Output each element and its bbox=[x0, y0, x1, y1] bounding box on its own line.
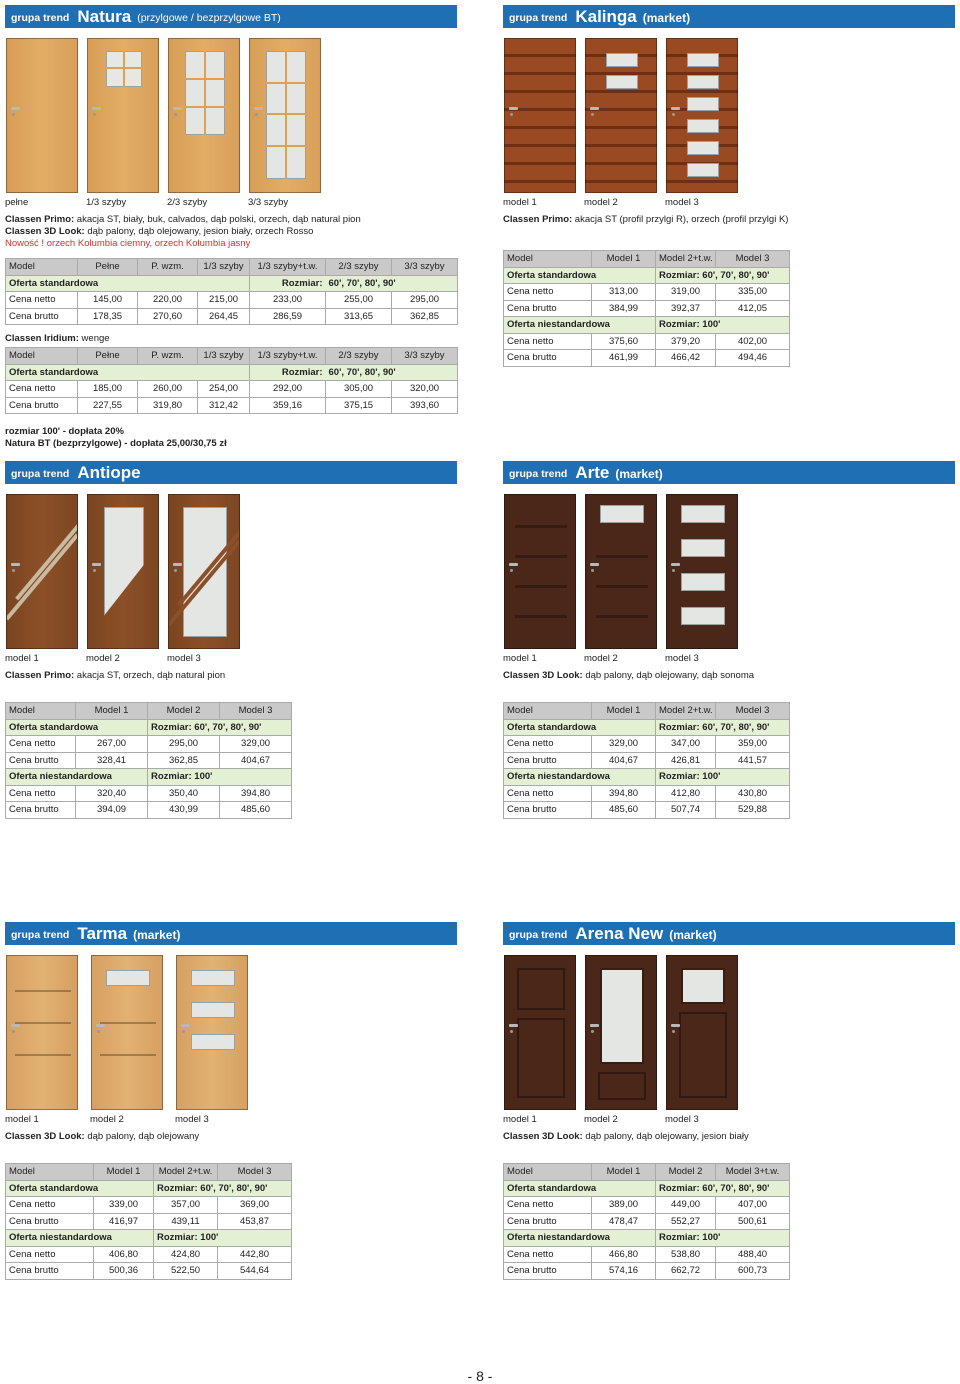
section-header bbox=[503, 922, 955, 945]
table-row: Cena brutto 500,36 522,50 544,64 bbox=[6, 1263, 292, 1280]
table-row: Cena netto 394,80 412,80 430,80 bbox=[504, 785, 790, 802]
price-table bbox=[503, 1163, 790, 1280]
iridium-label: Classen Iridium: wenge bbox=[5, 333, 110, 344]
offer-row: Oferta standardowa Rozmiar: 60', 70', 80', 90' bbox=[504, 719, 790, 736]
table-row: Cena netto 329,00 347,00 359,00 bbox=[504, 736, 790, 753]
finish-description: Classen Primo: akacja ST, orzech, dąb natural pion bbox=[5, 670, 226, 681]
door-image bbox=[504, 494, 576, 649]
product-name: Arte bbox=[575, 463, 610, 482]
door-image bbox=[87, 494, 159, 649]
page-number: - 8 - bbox=[467, 1368, 493, 1384]
price-table bbox=[503, 250, 790, 367]
table-header: Model Model 1 Model 2 Model 3+t.w. bbox=[504, 1164, 790, 1181]
table-header: Model Pełne P. wzm. 1/3 szyby 1/3 szyby+t.w. 2/3 szyby 3/3 szyby bbox=[6, 348, 458, 365]
finish-description: Classen 3D Look: dąb palony, dąb olejowany, dąb sonoma bbox=[503, 670, 755, 681]
table-row: Cena brutto 394,09 430,99 485,60 bbox=[6, 802, 292, 819]
door-image bbox=[91, 955, 163, 1110]
product-name: Antiope bbox=[77, 463, 141, 482]
door-labels bbox=[5, 653, 457, 666]
table-header: Model Pełne P. wzm. 1/3 szyby 1/3 szyby+t.w. 2/3 szyby 3/3 szyby bbox=[6, 259, 458, 276]
table-header: Model Model 1 Model 2+t.w. Model 3 bbox=[6, 1164, 292, 1181]
door-image bbox=[585, 38, 657, 193]
group-label: grupa trend bbox=[11, 12, 70, 24]
section-kalinga bbox=[503, 5, 955, 367]
new-finishes: Nowość ! orzech Kolumbia ciemny, orzech Kolumbia jasny bbox=[5, 238, 251, 249]
door-label: pełne bbox=[5, 197, 29, 208]
table-row: Cena brutto 461,99 466,42 494,46 bbox=[504, 350, 790, 367]
price-table bbox=[5, 702, 292, 819]
finish-description: Classen Primo: akacja ST, biały, buk, calvados, dąb polski, orzech, dąb natural pion Classen 3D Look: dąb palony, dąb olejowany, jesion biały, orzech Rosso Nowość ! orzech Kolumbia ciemny, orzech Kolumbia jasny bbox=[5, 214, 457, 250]
door-label: model 1 bbox=[5, 1114, 39, 1125]
door-image bbox=[6, 955, 78, 1110]
table-row: Cena netto 339,00 357,00 369,00 bbox=[6, 1197, 292, 1214]
offer-row: Oferta standardowa Rozmiar: 60', 70', 80', 90' bbox=[6, 275, 458, 292]
table-row: Cena netto 375,60 379,20 402,00 bbox=[504, 333, 790, 350]
table-header: Model Model 1 Model 2+t.w. Model 3 bbox=[504, 703, 790, 720]
price-table bbox=[503, 702, 790, 819]
section-header bbox=[5, 461, 457, 484]
section-antiope bbox=[5, 461, 457, 819]
door-images bbox=[503, 38, 955, 193]
table-row: Cena netto 185,00 260,00 254,00 292,00 305,00 320,00 bbox=[6, 381, 458, 398]
product-name: Kalinga bbox=[575, 7, 637, 26]
door-image bbox=[168, 494, 240, 649]
door-image bbox=[666, 38, 738, 193]
table-header: Model Model 1 Model 2 Model 3 bbox=[6, 703, 292, 720]
door-images bbox=[503, 494, 955, 649]
section-natura bbox=[5, 5, 457, 450]
group-label: grupa trend bbox=[509, 929, 568, 941]
door-image bbox=[504, 955, 576, 1110]
door-label: model 1 bbox=[503, 653, 537, 664]
door-labels bbox=[5, 1114, 457, 1127]
group-label: grupa trend bbox=[11, 468, 70, 480]
door-images bbox=[503, 955, 955, 1110]
product-name: Natura bbox=[77, 7, 132, 26]
table-row: Cena brutto 485,60 507,74 529,88 bbox=[504, 802, 790, 819]
door-label: model 3 bbox=[167, 653, 201, 664]
section-arte bbox=[503, 461, 955, 819]
product-subtitle: (przylgowe / bezprzylgowe BT) bbox=[137, 12, 281, 24]
door-label: model 3 bbox=[665, 653, 699, 664]
door-image bbox=[6, 38, 78, 193]
table-row: Cena netto 320,40 350,40 394,80 bbox=[6, 785, 292, 802]
table-header: Model Model 1 Model 2+t.w. Model 3 bbox=[504, 251, 790, 268]
finish-description: Classen 3D Look: dąb palony, dąb olejowany bbox=[5, 1131, 200, 1142]
door-labels bbox=[503, 1114, 955, 1127]
door-label: model 3 bbox=[175, 1114, 209, 1125]
door-image bbox=[585, 955, 657, 1110]
door-labels bbox=[503, 653, 955, 666]
door-label: model 3 bbox=[665, 197, 699, 208]
door-image bbox=[168, 38, 240, 193]
section-header bbox=[503, 5, 955, 28]
offer-row: Oferta standardowa Rozmiar: 60', 70', 80', 90' bbox=[504, 1180, 790, 1197]
door-label: model 2 bbox=[584, 653, 618, 664]
table-row: Cena netto 466,80 538,80 488,40 bbox=[504, 1246, 790, 1263]
group-label: grupa trend bbox=[509, 12, 568, 24]
finish-description: Classen Primo: akacja ST (profil przylgi R), orzech (profil przylgi K) bbox=[503, 214, 789, 225]
door-label: model 1 bbox=[503, 1114, 537, 1125]
door-image bbox=[585, 494, 657, 649]
table-row: Cena brutto 416,97 439,11 453,87 bbox=[6, 1213, 292, 1230]
door-label: model 2 bbox=[584, 1114, 618, 1125]
product-subtitle: (market) bbox=[615, 467, 663, 481]
offer-row: Oferta niestandardowa Rozmiar: 100' bbox=[6, 769, 292, 786]
table-row: Cena brutto 178,35 270,60 264,45 286,59 313,65 362,85 bbox=[6, 308, 458, 325]
table-row: Cena brutto 404,67 426,81 441,57 bbox=[504, 752, 790, 769]
door-image bbox=[6, 494, 78, 649]
section-header bbox=[503, 461, 955, 484]
product-subtitle: (market) bbox=[133, 928, 181, 942]
door-image bbox=[87, 38, 159, 193]
product-name: Arena New bbox=[575, 924, 664, 943]
price-table bbox=[5, 347, 458, 414]
table-row: Cena brutto 478,47 552,27 500,61 bbox=[504, 1213, 790, 1230]
door-label: model 3 bbox=[665, 1114, 699, 1125]
table-row: Cena brutto 328,41 362,85 404,67 bbox=[6, 752, 292, 769]
product-name: Tarma bbox=[77, 924, 128, 943]
price-table bbox=[5, 1163, 292, 1280]
door-label: model 2 bbox=[86, 653, 120, 664]
section-header bbox=[5, 922, 457, 945]
table-row: Cena netto 313,00 319,00 335,00 bbox=[504, 284, 790, 301]
product-subtitle: (market) bbox=[642, 11, 691, 25]
door-images bbox=[5, 38, 457, 193]
offer-row: Oferta standardowa Rozmiar: 60', 70', 80', 90' bbox=[6, 1180, 292, 1197]
door-label: 2/3 szyby bbox=[167, 197, 208, 208]
product-subtitle: (market) bbox=[669, 928, 717, 942]
table-row: Cena brutto 574,16 662,72 600,73 bbox=[504, 1263, 790, 1280]
door-label: 1/3 szyby bbox=[86, 197, 127, 208]
door-label: model 2 bbox=[584, 197, 618, 208]
offer-row: Oferta standardowa Rozmiar: 60', 70', 80', 90' bbox=[504, 267, 790, 284]
offer-row: Oferta niestandardowa Rozmiar: 100' bbox=[504, 769, 790, 786]
door-image bbox=[666, 955, 738, 1110]
door-labels bbox=[5, 197, 457, 210]
offer-row: Oferta standardowa Rozmiar: 60', 70', 80', 90' bbox=[6, 364, 458, 381]
door-label: model 2 bbox=[90, 1114, 124, 1125]
section-header bbox=[5, 5, 457, 28]
table-row: Cena brutto 227,55 319,80 312,42 359,16 375,15 393,60 bbox=[6, 397, 458, 414]
section-arena-new bbox=[503, 922, 955, 1280]
door-label: model 1 bbox=[503, 197, 537, 208]
offer-row: Oferta niestandardowa Rozmiar: 100' bbox=[504, 317, 790, 334]
table-row: Cena netto 389,00 449,00 407,00 bbox=[504, 1197, 790, 1214]
door-labels bbox=[503, 197, 955, 210]
group-label: grupa trend bbox=[11, 929, 70, 941]
section-tarma bbox=[5, 922, 457, 1280]
finish-description: Classen 3D Look: dąb palony, dąb olejowany, jesion biały bbox=[503, 1131, 749, 1142]
door-images bbox=[5, 494, 457, 649]
table-row: Cena netto 406,80 424,80 442,80 bbox=[6, 1246, 292, 1263]
door-images bbox=[5, 955, 457, 1110]
table-row: Cena netto 267,00 295,00 329,00 bbox=[6, 736, 292, 753]
door-image bbox=[249, 38, 321, 193]
offer-row: Oferta niestandardowa Rozmiar: 100' bbox=[504, 1230, 790, 1247]
table-row: Cena netto 145,00 220,00 215,00 233,00 255,00 295,00 bbox=[6, 292, 458, 309]
table-row: Cena brutto 384,99 392,37 412,05 bbox=[504, 300, 790, 317]
door-image bbox=[504, 38, 576, 193]
door-image bbox=[176, 955, 248, 1110]
surcharge-notes: rozmiar 100' - dopłata 20% Natura BT (bezprzylgowe) - dopłata 25,00/30,75 zł bbox=[5, 426, 227, 449]
offer-row: Oferta niestandardowa Rozmiar: 100' bbox=[6, 1230, 292, 1247]
offer-row: Oferta standardowa Rozmiar: 60', 70', 80', 90' bbox=[6, 719, 292, 736]
door-label: model 1 bbox=[5, 653, 39, 664]
group-label: grupa trend bbox=[509, 468, 568, 480]
price-table bbox=[5, 258, 458, 325]
door-image bbox=[666, 494, 738, 649]
door-label: 3/3 szyby bbox=[248, 197, 289, 208]
